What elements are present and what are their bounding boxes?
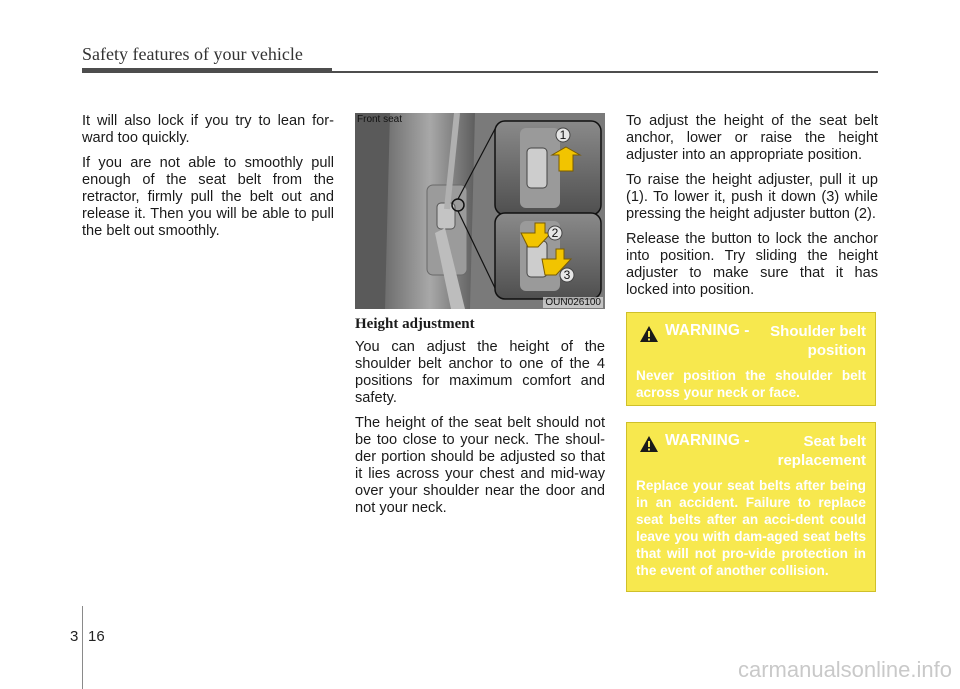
section-heading: Height adjustment (355, 316, 475, 332)
section-number: 3 (70, 628, 79, 645)
paragraph: To raise the height adjuster, pull it up (1). To lower it, push it down (3) while pressing the height adjuster button (2). (626, 172, 878, 222)
paragraph: You can adjust the height of the shoulder belt anchor to one of the 4 positions for maximum comfort and safety. (355, 339, 605, 406)
paragraph: To adjust the height of the seat belt anchor, lower or raise the height adjuster into an appropriate position. (626, 113, 878, 163)
warning-box-shoulder-belt (626, 312, 876, 406)
figure-code: OUN026100 (545, 297, 601, 308)
warning-body: Never position the shoulder belt across your neck or face. (636, 368, 866, 400)
seat-belt-figure (355, 113, 605, 309)
warning-label: WARNING - (665, 322, 750, 339)
warning-triangle-icon (639, 435, 659, 453)
text-column-middle (355, 316, 605, 525)
text-column-right (626, 113, 878, 307)
figure-caption: Front seat (357, 114, 403, 125)
callout-3: 3 (563, 268, 571, 282)
seat-belt-illustration (355, 113, 605, 309)
header-rule-thin (82, 71, 878, 73)
paragraph: The height of the seat belt should not be too close to your neck. The shoul-der portion should be adjusted so that it lies across your chest and mid-way over your shoulder near the door and not your neck. (355, 415, 605, 516)
callout-1: 1 (559, 128, 567, 142)
text-column-left (82, 113, 334, 248)
warning-triangle-icon (639, 325, 659, 343)
warning-topic: Shoulder belt position (770, 323, 866, 359)
paragraph: It will also lock if you try to lean for-ward too quickly. (82, 113, 334, 146)
paragraph: Release the button to lock the anchor into position. Try sliding the height adjuster to make sure that it has locked into position. (626, 231, 878, 298)
paragraph: If you are not able to smoothly pull enough of the seat belt from the retractor, firmly pull the belt out and release it. Then you will be able to pull the belt out smoothly. (82, 155, 334, 239)
footer-divider (82, 606, 83, 689)
callout-2: 2 (551, 226, 559, 240)
warning-label: WARNING - (665, 432, 750, 449)
warning-body: Replace your seat belts after being in an accident. Failure to replace seat belts after an acci-dent could leave you with dam-aged seat belts that will not pro-vide protection in the event of another collision. (636, 478, 866, 578)
page-header-title: Safety features of your vehicle (82, 44, 303, 64)
warning-box-seat-belt-replacement (626, 422, 876, 592)
warning-topic: Seat belt replacement (777, 433, 866, 469)
watermark: carmanualsonline.info (737, 657, 952, 682)
page-number: 16 (88, 628, 105, 645)
